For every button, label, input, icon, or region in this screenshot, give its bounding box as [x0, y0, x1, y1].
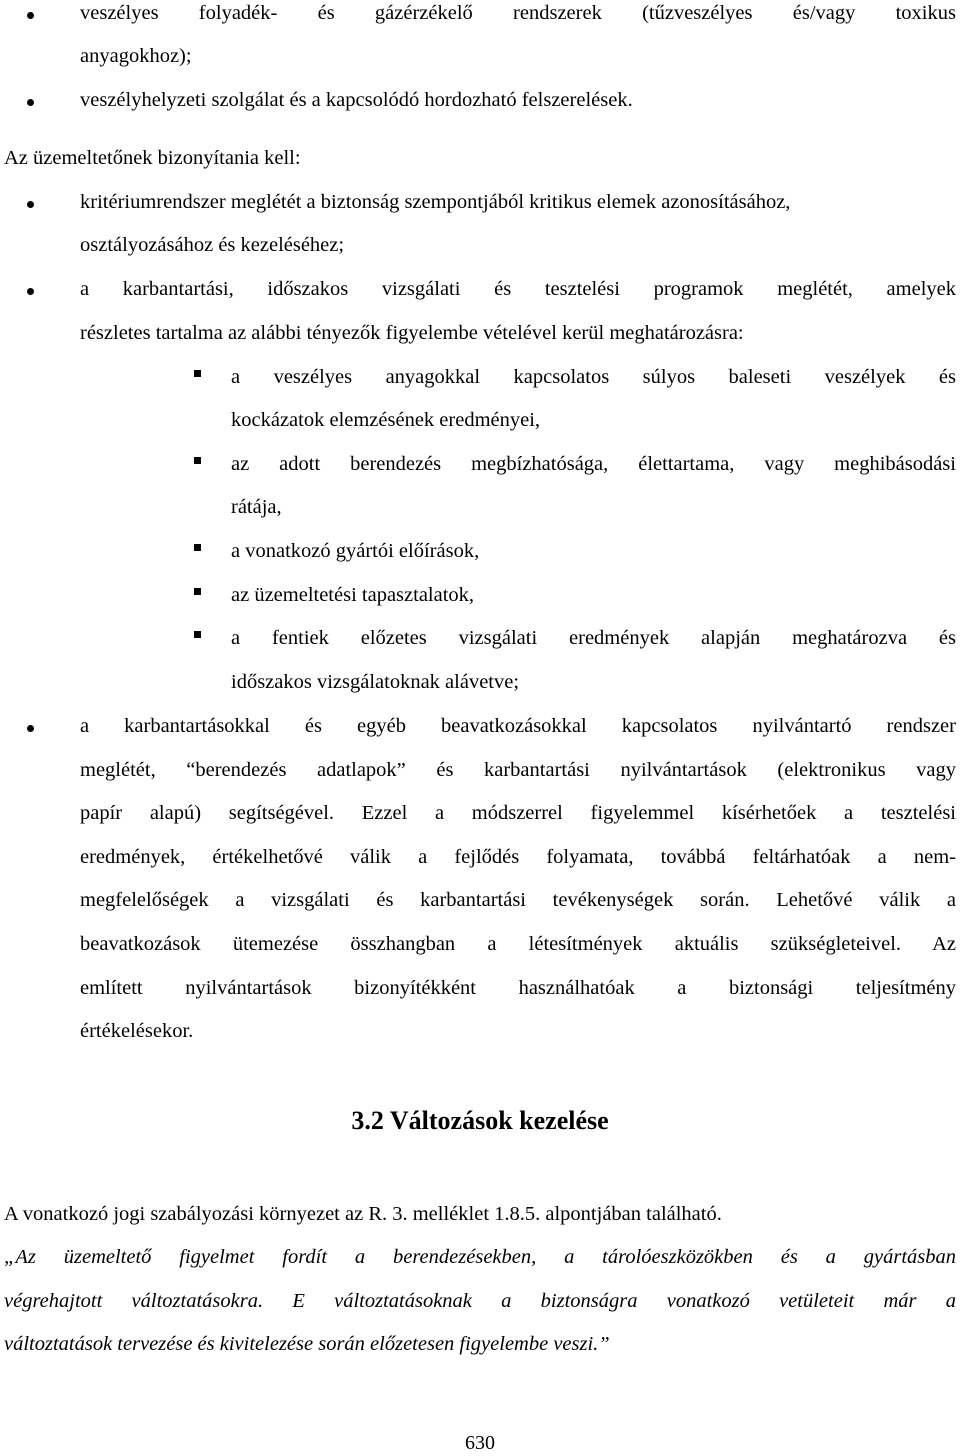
square-bullet-icon [194, 370, 201, 377]
list-item-continuation: értékelésekor. [80, 1020, 194, 1042]
list-item-continuation: meglétét, “berendezés adatlapok” és karbantartási nyilvántartások (elektronikus vagy [80, 759, 956, 781]
list-item: veszélyhelyzeti szolgálat és a kapcsolódó hordozható felszerelések. [80, 89, 633, 111]
square-bullet-icon [194, 631, 201, 638]
list-item-continuation: osztályozásához és kezeléséhez; [80, 234, 345, 256]
sub-list-item: a fentiek előzetes vizsgálati eredmények alapján meghatározva és [231, 627, 956, 649]
list-item-continuation: megfelelőségek a vizsgálati és karbantartási tevékenységek során. Lehetővé válik a [80, 889, 956, 911]
bullet-icon [27, 99, 34, 106]
square-bullet-icon [194, 457, 201, 464]
sub-list-item: az üzemeltetési tapasztalatok, [231, 584, 475, 606]
sub-list-item-continuation: kockázatok elemzésének eredményei, [231, 409, 541, 431]
bullet-icon [27, 288, 34, 295]
list-item: a karbantartási, időszakos vizsgálati és tesztelési programok meglétét, amelyek [80, 278, 956, 300]
square-bullet-icon [194, 588, 201, 595]
square-bullet-icon [194, 544, 201, 551]
bullet-icon [27, 12, 34, 19]
list-item: kritériumrendszer meglétét a biztonság szempontjából kritikus elemek azonosításához, [80, 191, 791, 213]
sub-list-item: az adott berendezés megbízhatósága, élettartama, vagy meghibásodási [231, 453, 956, 475]
section-heading: 3.2 Változások kezelése [351, 1106, 609, 1135]
bullet-icon [27, 201, 34, 208]
quote-line: változtatások tervezése és kivitelezése során előzetesen figyelembe veszi.” [4, 1333, 610, 1355]
list-item: veszélyes folyadék- és gázérzékelő rendszerek (tűzveszélyes és/vagy toxikus [80, 2, 956, 24]
sub-list-item: a veszélyes anyagokkal kapcsolatos súlyos baleseti veszélyek és [231, 366, 956, 388]
sub-list-item-continuation: időszakos vizsgálatoknak alávetve; [231, 671, 520, 693]
list-item-continuation: papír alapú) segítségével. Ezzel a módszerrel figyelemmel kísérhetőek a tesztelési [80, 802, 956, 824]
list-item-continuation: anyagokhoz); [80, 45, 192, 67]
list-item-continuation: részletes tartalma az alábbi tényezők figyelembe vételével kerül meghatározásra: [80, 322, 744, 344]
page-number: 630 [465, 1432, 495, 1454]
list-item: a karbantartásokkal és egyéb beavatkozásokkal kapcsolatos nyilvántartó rendszer [80, 715, 956, 737]
legal-reference-paragraph: A vonatkozó jogi szabályozási környezet az R. 3. melléklet 1.8.5. alpontjában található. [4, 1203, 722, 1225]
list-item-continuation: eredmények, értékelhetővé válik a fejlődés folyamata, továbbá feltárhatóak a nem- [80, 846, 956, 868]
sub-list-item: a vonatkozó gyártói előírások, [231, 540, 480, 562]
bullet-icon [27, 725, 34, 732]
intro-paragraph: Az üzemeltetőnek bizonyítania kell: [4, 147, 301, 169]
list-item-continuation: említett nyilvántartások bizonyítékként használhatóak a biztonsági teljesítmény [80, 977, 956, 999]
quote-line: végrehajtott változtatásokra. E változtatásoknak a biztonságra vonatkozó vetületeit már a [4, 1290, 956, 1312]
list-item-continuation: beavatkozások ütemezése összhangban a létesítmények aktuális szükségleteivel. Az [80, 933, 956, 955]
quote-line: „Az üzemeltető figyelmet fordít a berendezésekben, a tárolóeszközökben és a gyártásban [4, 1246, 956, 1268]
sub-list-item-continuation: rátája, [231, 496, 282, 518]
